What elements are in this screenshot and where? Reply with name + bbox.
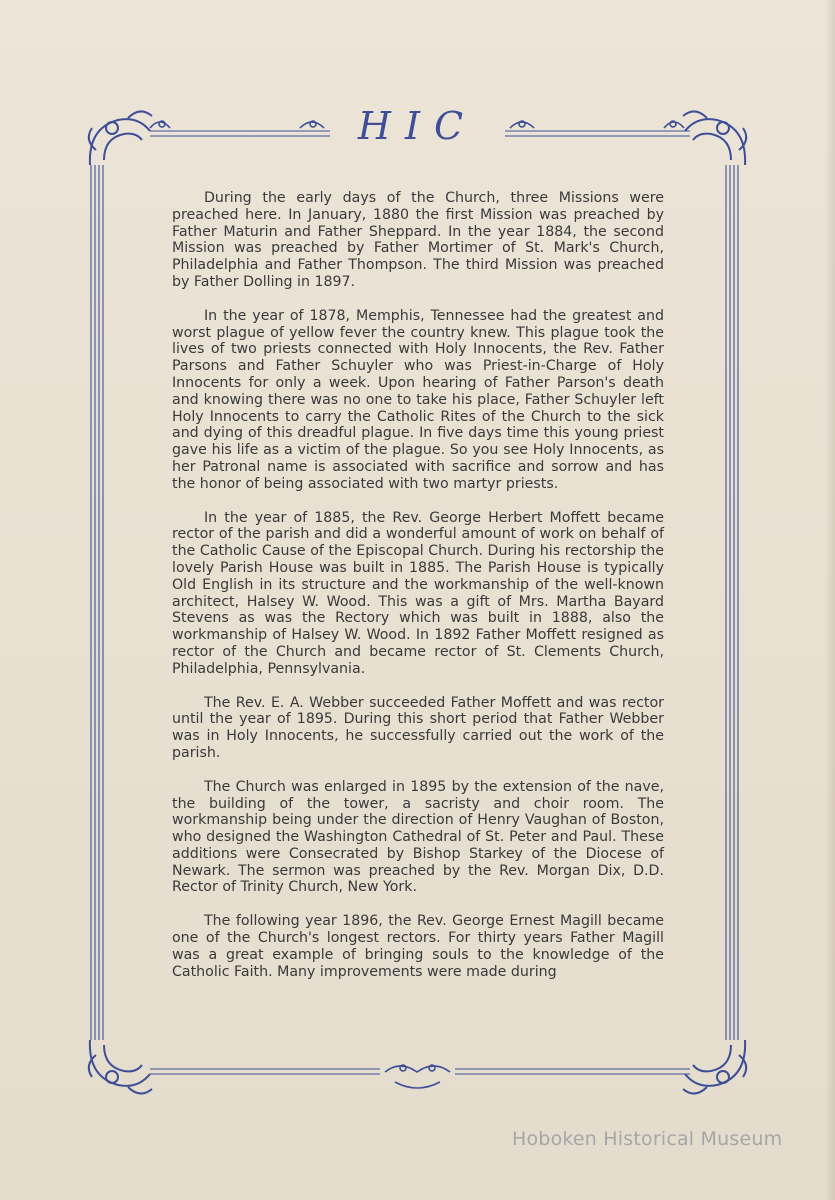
- paragraph-magill: The following year 1896, the Rev. George Ernest Magill became one of the Church's longest rectors. For thirty years Father Magill was a great example of bringing souls to the knowledge of the Catholic Faith. Many improvements were made during: [172, 913, 664, 980]
- museum-watermark: Hoboken Historical Museum: [512, 1128, 783, 1150]
- paragraph-enlargement: The Church was enlarged in 1895 by the extension of the nave, the building of the tower, a sacristy and choir room. The workmanship being under the direction of Henry Vaughan of Boston, who designed the Washington Cathedral of St. Peter and Paul. These additions were Consecrated by Bishop Starkey of the Diocese of Newark. The sermon was preached by the Rev. Morgan Dix, D.D. Rector of Trinity Church, New York.: [172, 778, 664, 896]
- paragraph-moffett: In the year of 1885, the Rev. George Herbert Moffett became rector of the parish and did a wonderful amount of work on behalf of the Catholic Cause of the Episcopal Church. During his rectorship the lovely Parish House was built in 1885. The Parish House is typically Old English in its structure and the workmanship of the well-known architect, Halsey W. Wood. This was a gift of Mrs. Martha Bayard Stevens as was the Rectory which was built in 1888, also the workmanship of Halsey W. Wood. In 1892 Father Moffett resigned as rector of the Church and became rector of St. Clements Church, Philadelphia, Pennsylvania.: [172, 509, 664, 677]
- paragraph-missions: During the early days of the Church, three Missions were preached here. In January, 1880 the first Mission was preached by Father Maturin and Father Sheppard. In the year 1884, the second Mission was preached by Father Mortimer of St. Mark's Church, Philadelphia and Father Thompson. The third Mission was preached by Father Dolling in 1897.: [172, 190, 664, 290]
- corner-ornament-bottom-left: [89, 1040, 152, 1094]
- paragraph-yellow-fever: In the year of 1878, Memphis, Tennessee had the greatest and worst plague of yellow fever the country knew. This plague took the lives of two priests connected with Holy Innocents, the Rev. Father Parsons and Father Schuyler who was Priest-in-Charge of Holy Innocents for only a week. Upon hearing of Father Parson's death and knowing there was no one to take his place, Father Schuyler left Holy Innocents to carry the Catholic Rites of the Church to the sick and dying of this dreadful plague. In five days time this young priest gave his life as a victim of the plague. So you see Holy Innocents, as her Patronal name is associated with sacrifice and sorrow and has the honor of being associated with two martyr priests.: [172, 307, 664, 492]
- corner-ornament-bottom-right: [683, 1040, 746, 1094]
- corner-ornament-top-left: [89, 111, 152, 165]
- top-flourish-left: [150, 121, 324, 128]
- paragraph-webber: The Rev. E. A. Webber succeeded Father Moffett and was rector until the year of 1895. During this short period that Father Webber was in Holy Innocents, he successfully carried out the work of the parish.: [172, 694, 664, 761]
- corner-ornament-top-right: [683, 111, 746, 165]
- history-text: [172, 190, 664, 997]
- bottom-center-ornament: [385, 1065, 450, 1088]
- top-flourish-right: [510, 121, 684, 128]
- hic-monogram: HIC: [357, 104, 478, 148]
